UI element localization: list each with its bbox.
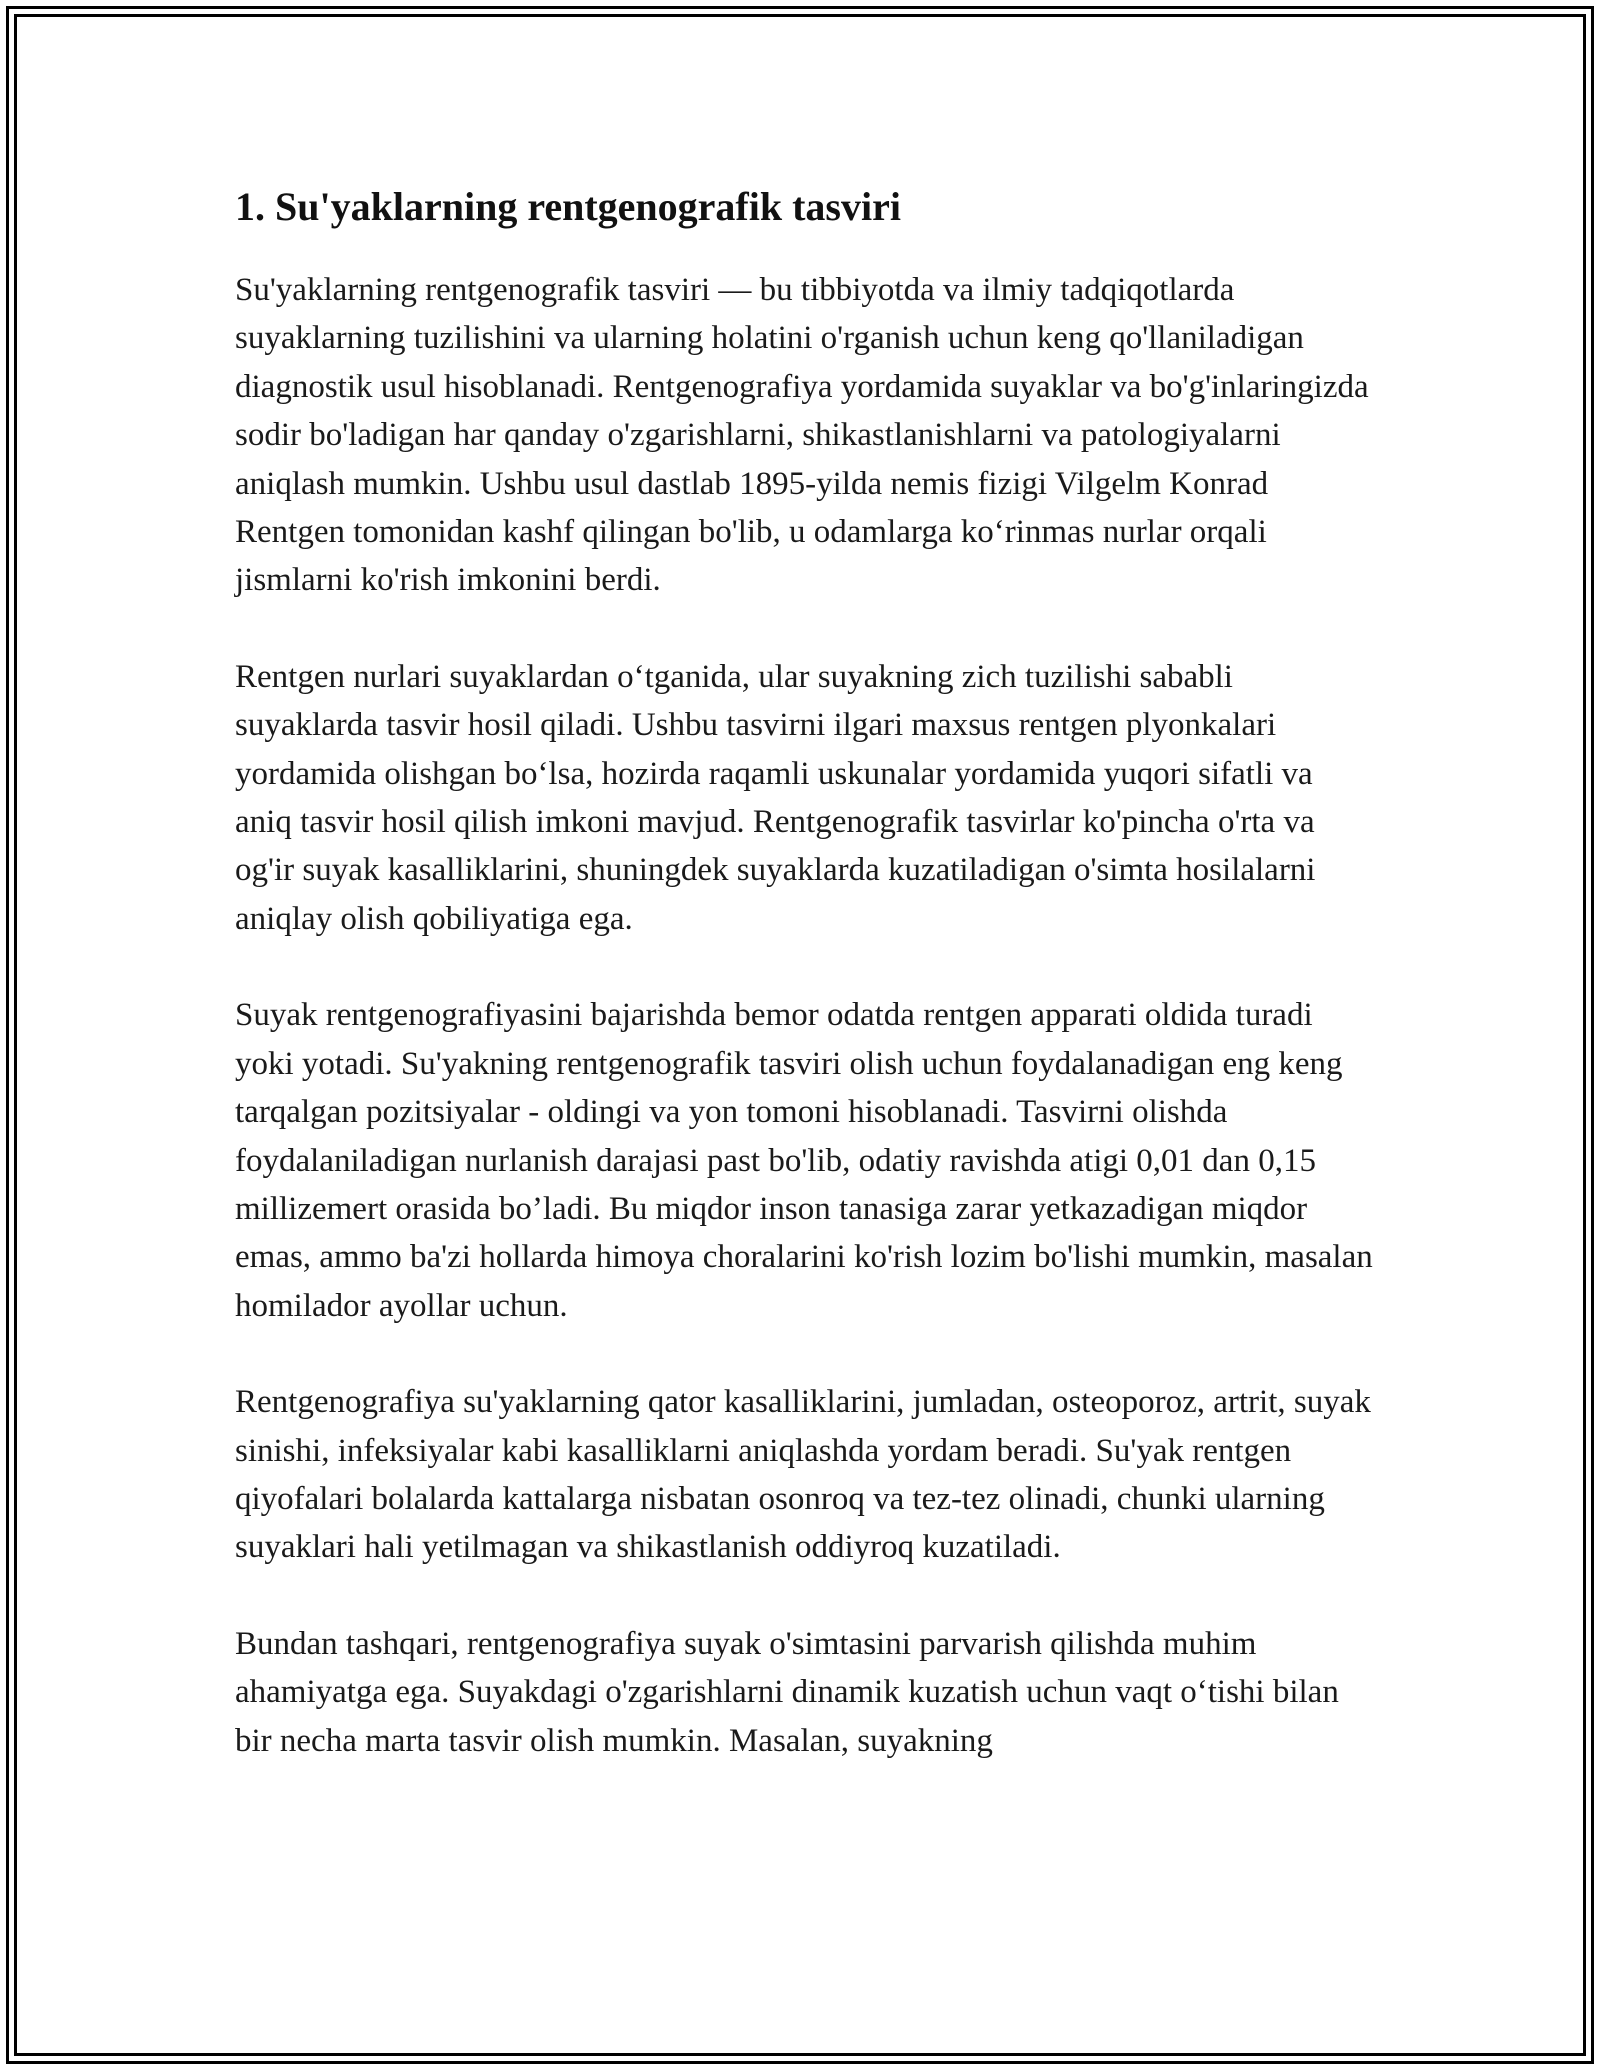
document-body — [235, 182, 1375, 1813]
paragraph: Su'yaklarning rentgenografik tasviri — bu tibbiyotda va ilmiy tadqiqotlarda suyaklarning tuzilishini va ularning holatini o'rganish uchun keng qo'llaniladigan diagnostik usul hisoblanadi. Rentgenografiya yordamida suyaklar va bo'g'inlaringizda sodir bo'ladigan har qanday o'zgarishlarni, shikastlanishlarni va patologiyalarni aniqlash mumkin. Ushbu usul dastlab 1895-yilda nemis fizigi Vilgelm Konrad Rentgen tomonidan kashf qilingan bo'lib, u odamlarga ko‘rinmas nurlar orqali jismlarni ko'rish imkonini berdi. — [235, 272, 1369, 599]
paragraph: Bundan tashqari, rentgenografiya suyak o'simtasini parvarish qilishda muhim ahamiyatga ega. Suyakdagi o'zgarishlarni dinamik kuzatish uchun vaqt o‘tishi bilan bir necha marta tasvir olish mumkin. Masalan, suyakning — [235, 1625, 1339, 1759]
paragraph: Suyak rentgenografiyasini bajarishda bemor odatda rentgen apparati oldida turadi yoki yotadi. Su'yakning rentgenografik tasviri olish uchun foydalanadigan eng keng tarqalgan pozitsiyalar - oldingi va yon tomoni hisoblanadi. Tasvirni olishda foydalaniladigan nurlanish darajasi past bo'lib, odatiy ravishda atigi 0,01 dan 0,15 millizemert orasida bo’ladi. Bu miqdor inson tanasiga zarar yetkazadigan miqdor emas, ammo ba'zi hollarda himoya choralarini ko'rish lozim bo'lishi mumkin, masalan homilador ayollar uchun. — [235, 997, 1373, 1324]
paragraph: Rentgenografiya su'yaklarning qator kasalliklarini, jumladan, osteoporoz, artrit, suyak sinishi, infeksiyalar kabi kasalliklarni aniqlashda yordam beradi. Su'yak rentgen qiyofalari bolalarda kattalarga nisbatan osonroq va tez-tez olinadi, chunki ularning suyaklari hali yetilmagan va shikastlanish oddiyroq kuzatiladi. — [235, 1384, 1371, 1566]
paragraph: Rentgen nurlari suyaklardan o‘tganida, ular suyakning zich tuzilishi sababli suyaklarda tasvir hosil qiladi. Ushbu tasvirni ilgari maxsus rentgen plyonkalari yordamida olishgan bo‘lsa, hozirda raqamli uskunalar yordamida yuqori sifatli va aniq tasvir hosil qilish imkoni mavjud. Rentgenografik tasvirlar ko'pincha o'rta va og'ir suyak kasalliklarini, shuningdek suyaklarda kuzatiladigan o'simta hosilalarni aniqlay olish qobiliyatiga ega. — [235, 658, 1316, 937]
section-heading: 1. Su'yaklarning rentgenografik tasviri — [235, 184, 901, 229]
